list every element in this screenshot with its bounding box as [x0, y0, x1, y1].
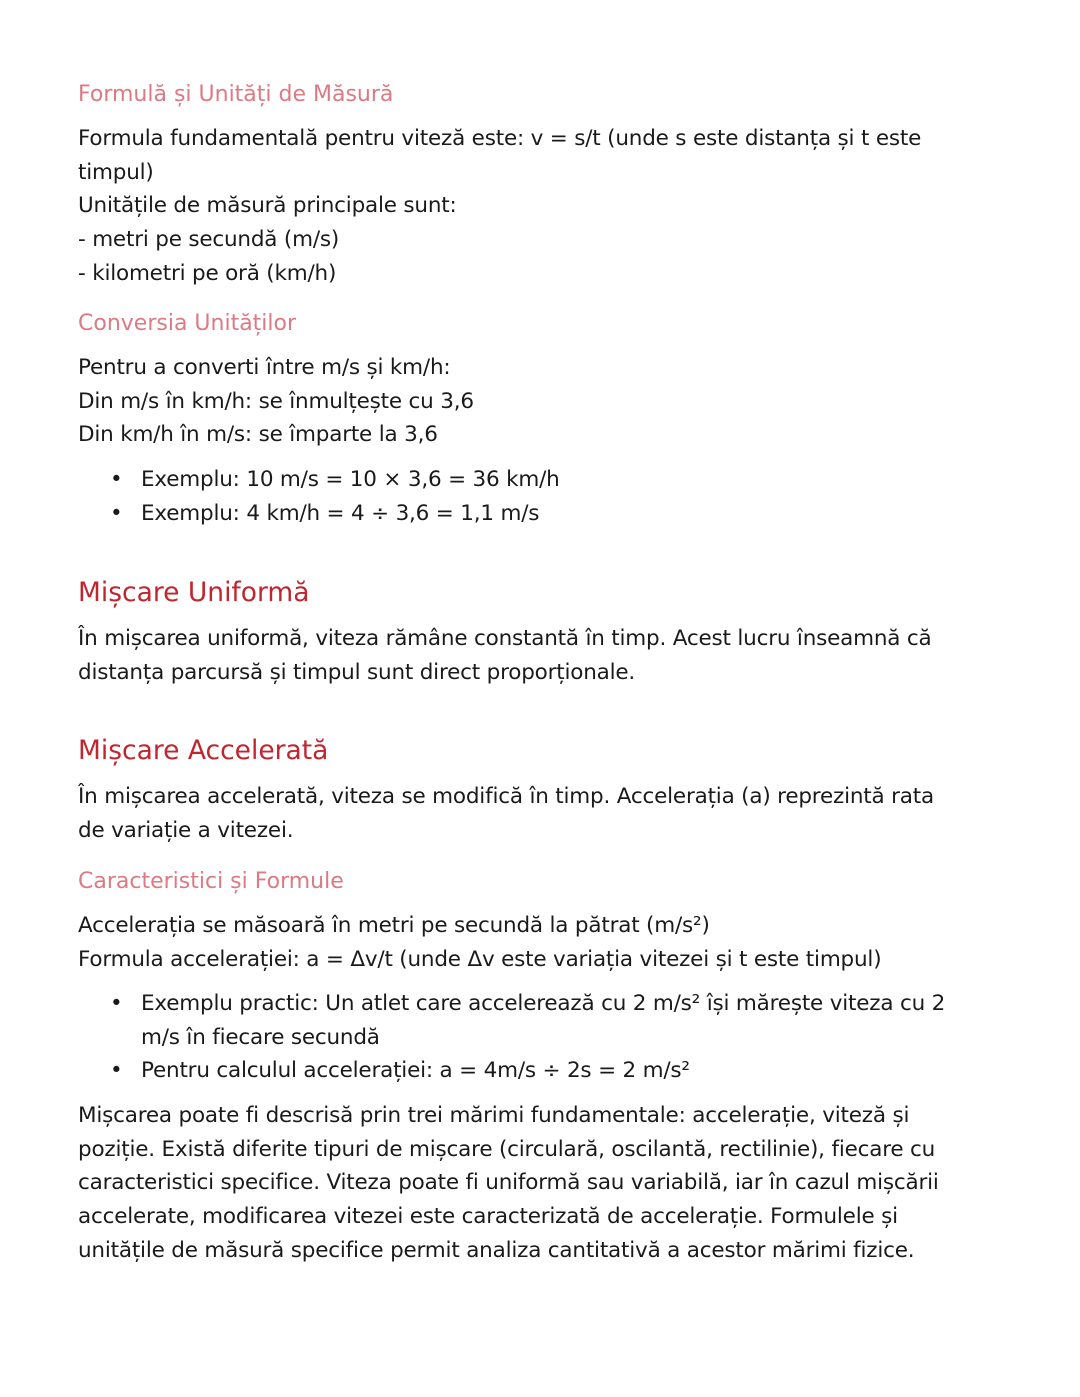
- text-line: timpul): [78, 159, 154, 185]
- uniform-motion-heading: Mișcare Uniformă: [78, 577, 310, 608]
- uniform-motion-paragraph: [78, 622, 1018, 689]
- characteristics-paragraph: [78, 909, 1018, 976]
- text-line: unitățile de măsură specifice permit analiza cantitativă a acestor mărimi fizice.: [78, 1237, 915, 1263]
- formula-heading: Formulă și Unități de Măsură: [78, 82, 394, 107]
- text-line: m/s în fiecare secundă: [141, 1024, 380, 1050]
- text-line: Din m/s în km/h: se înmulțește cu 3,6: [78, 388, 474, 414]
- conversion-examples-list: [78, 463, 1018, 530]
- list-item: [78, 1054, 1018, 1088]
- list-item: • Exemplu: 10 m/s = 10 × 3,6 = 36 km/h: [78, 463, 1018, 497]
- text-line: caracteristici specifice. Viteza poate fi uniformă sau variabilă, iar în cazul mișcării: [78, 1170, 939, 1196]
- summary-paragraph: [78, 1099, 1018, 1268]
- text-line: distanța parcursă și timpul sunt direct proporționale.: [78, 659, 636, 685]
- text-line: accelerate, modificarea vitezei este caracterizată de accelerație. Formulele și: [78, 1204, 898, 1230]
- text-line: • Pentru calculul accelerației: a = 4m/s ÷ 2s = 2 m/s²: [141, 1058, 690, 1084]
- text-line: poziție. Există diferite tipuri de mișcare (circulară, oscilantă, rectilinie), fiecare cu: [78, 1136, 936, 1162]
- text-line: În mișcarea uniformă, viteza rămâne constantă în timp. Acest lucru înseamnă că: [78, 626, 932, 651]
- formula-paragraph: [78, 122, 1018, 291]
- text-line: Din km/h în m/s: se împarte la 3,6: [78, 422, 438, 448]
- text-line: Accelerația se măsoară în metri pe secundă la pătrat (m/s²): [78, 913, 710, 938]
- text-line: În mișcarea accelerată, viteza se modifică în timp. Accelerația (a) reprezintă rata: [78, 784, 934, 809]
- conversion-paragraph: [78, 351, 1018, 452]
- list-item: • Exemplu: 4 km/h = 4 ÷ 3,6 = 1,1 m/s: [78, 497, 1018, 531]
- text-line: Formula fundamentală pentru viteză este: v = s/t (unde s este distanța și t este: [78, 126, 922, 151]
- list-item: [78, 987, 1018, 1054]
- text-line: de variație a vitezei.: [78, 817, 294, 843]
- text-line: - kilometri pe oră (km/h): [78, 260, 337, 286]
- text-line: Unitățile de măsură principale sunt:: [78, 193, 457, 219]
- text-line: - metri pe secundă (m/s): [78, 227, 340, 253]
- accelerated-motion-paragraph: [78, 780, 1018, 847]
- characteristics-examples-list: [78, 987, 1018, 1088]
- accelerated-motion-heading: Mișcare Accelerată: [78, 735, 329, 766]
- text-line: Formula accelerației: a = Δv/t (unde Δv este variația vitezei și t este timpul): [78, 946, 882, 972]
- characteristics-heading: Caracteristici și Formule: [78, 869, 344, 894]
- conversion-heading: Conversia Unităților: [78, 311, 297, 336]
- text-line: Pentru a converti între m/s și km/h:: [78, 355, 451, 380]
- text-line: Mișcarea poate fi descrisă prin trei mărimi fundamentale: accelerație, viteză și: [78, 1103, 910, 1128]
- text-line: • Exemplu practic: Un atlet care accelerează cu 2 m/s² își mărește viteza cu 2: [141, 991, 946, 1016]
